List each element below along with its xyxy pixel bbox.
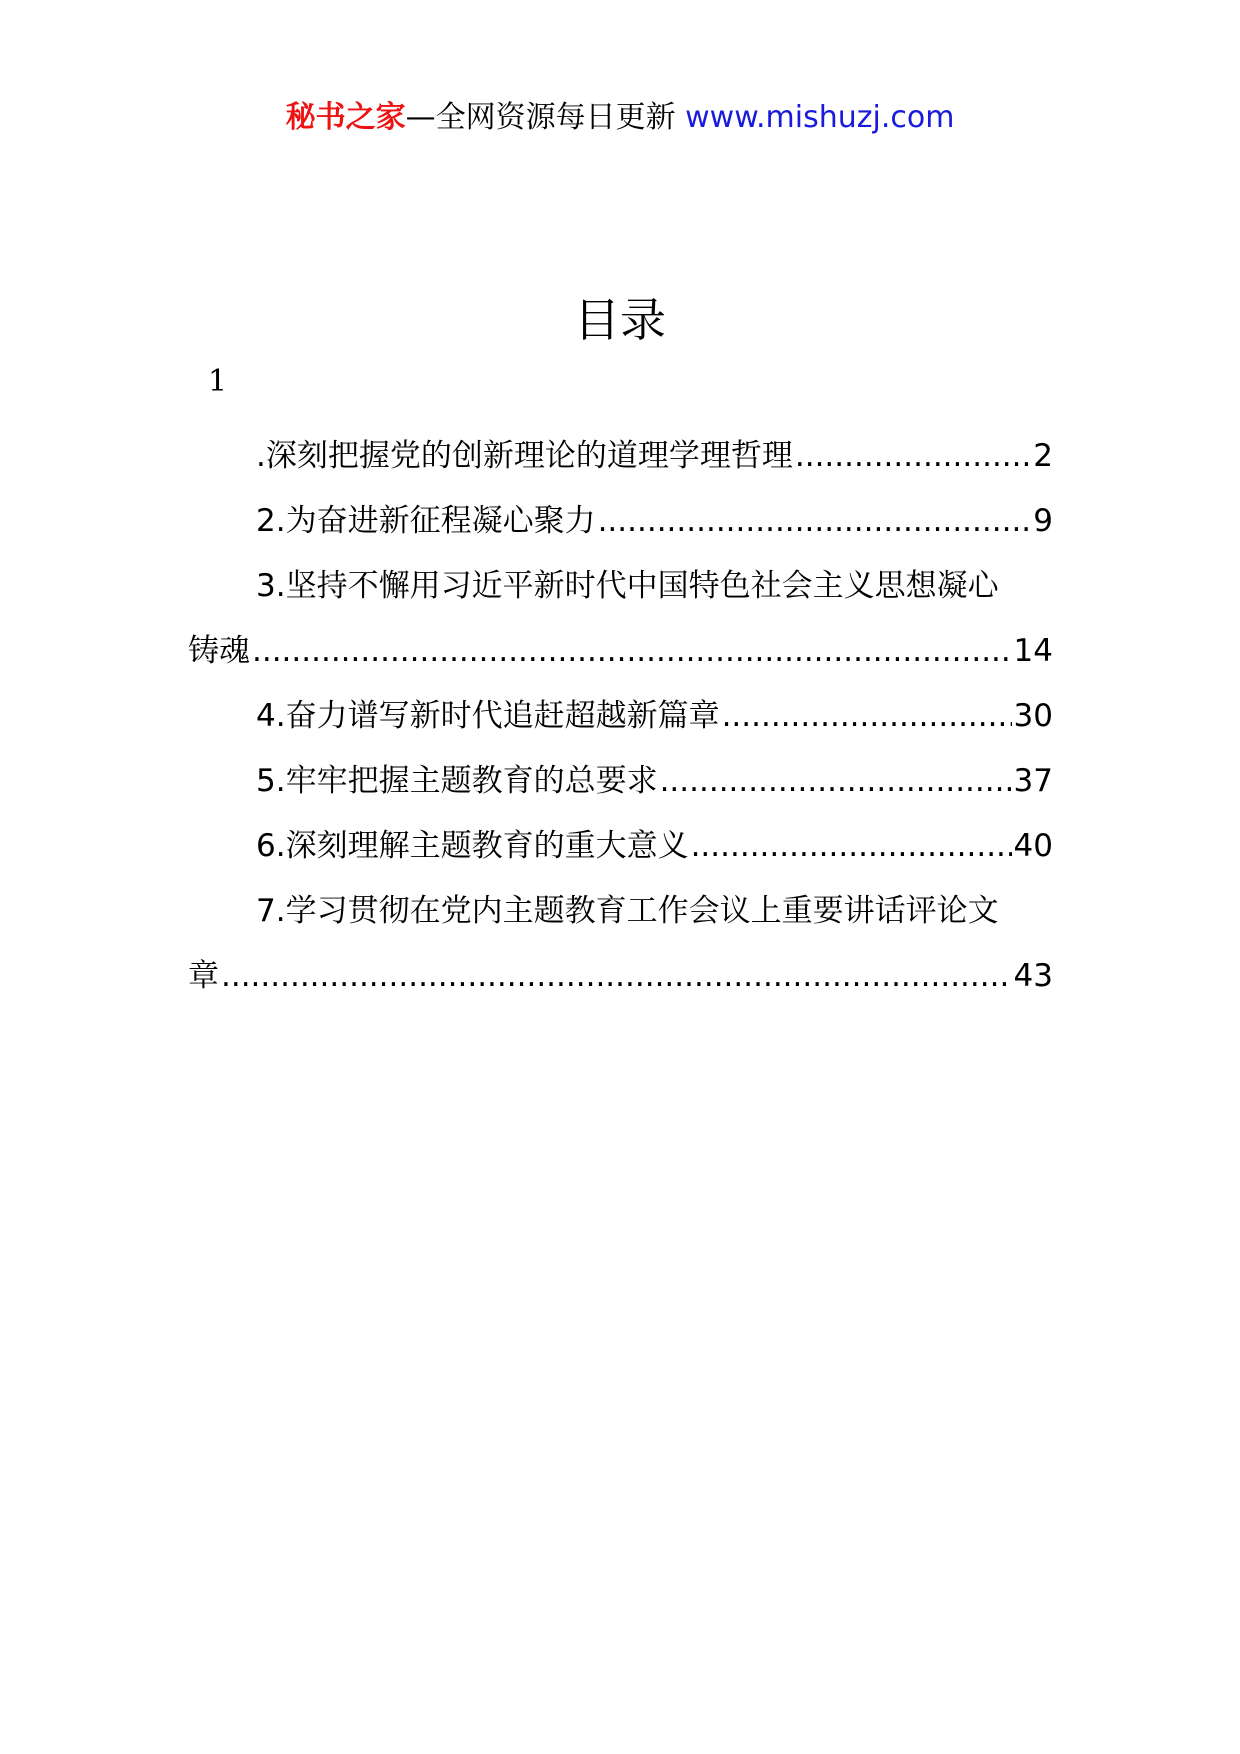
toc-entry-7[interactable] — [188, 879, 1053, 1009]
page-title: 目录 — [574, 293, 666, 347]
toc-page-number: 43 — [1013, 958, 1053, 994]
toc-entry-1[interactable] — [188, 424, 1053, 489]
toc-entry-title: 3.坚持不懈用习近平新时代中国特色社会主义思想凝心 — [256, 568, 999, 604]
site-brand: 秘书之家 — [285, 100, 406, 135]
site-url-link[interactable]: www.mishuzj.com — [685, 100, 955, 135]
toc-entry-6[interactable] — [188, 814, 1053, 879]
toc-leader-dots — [722, 684, 1012, 749]
toc-entry-title-continued: 章 — [188, 958, 219, 994]
site-slogan: —全网资源每日更新 — [405, 100, 676, 135]
toc-entry-3[interactable] — [188, 554, 1053, 684]
toc-entry-title: 6.深刻理解主题教育的重大意义 — [256, 828, 689, 864]
toc-page-number: 2 — [1033, 438, 1053, 474]
toc-entry-title: 5.牢牢把握主题教育的总要求 — [256, 763, 658, 799]
toc-page-number: 40 — [1013, 828, 1053, 864]
toc-leader-dots — [691, 814, 1012, 879]
toc-page-number: 37 — [1013, 763, 1053, 799]
toc-entry-title: 7.学习贯彻在党内主题教育工作会议上重要讲话评论文 — [256, 893, 999, 929]
toc-leader-dots — [221, 944, 1012, 1009]
toc-entry-title: 4.奋力谱写新时代追赶超越新篇章 — [256, 698, 720, 734]
toc-entry-4[interactable] — [188, 684, 1053, 749]
stray-page-number: 1 — [208, 364, 228, 399]
toc-entry-title: .深刻把握党的创新理论的道理学理哲理 — [256, 438, 793, 474]
toc-page-number: 14 — [1013, 633, 1053, 669]
toc-leader-dots — [660, 749, 1012, 814]
toc-entry-5[interactable] — [188, 749, 1053, 814]
site-header — [0, 98, 1240, 138]
toc-page-number: 9 — [1033, 503, 1053, 539]
table-of-contents — [188, 424, 1053, 1009]
toc-leader-dots — [252, 619, 1012, 684]
toc-page-number: 30 — [1013, 698, 1053, 734]
toc-leader-dots — [598, 489, 1032, 554]
toc-entry-2[interactable] — [188, 489, 1053, 554]
toc-entry-title: 2.为奋进新征程凝心聚力 — [256, 503, 596, 539]
toc-entry-title-continued: 铸魂 — [188, 633, 250, 669]
toc-leader-dots — [795, 424, 1031, 489]
